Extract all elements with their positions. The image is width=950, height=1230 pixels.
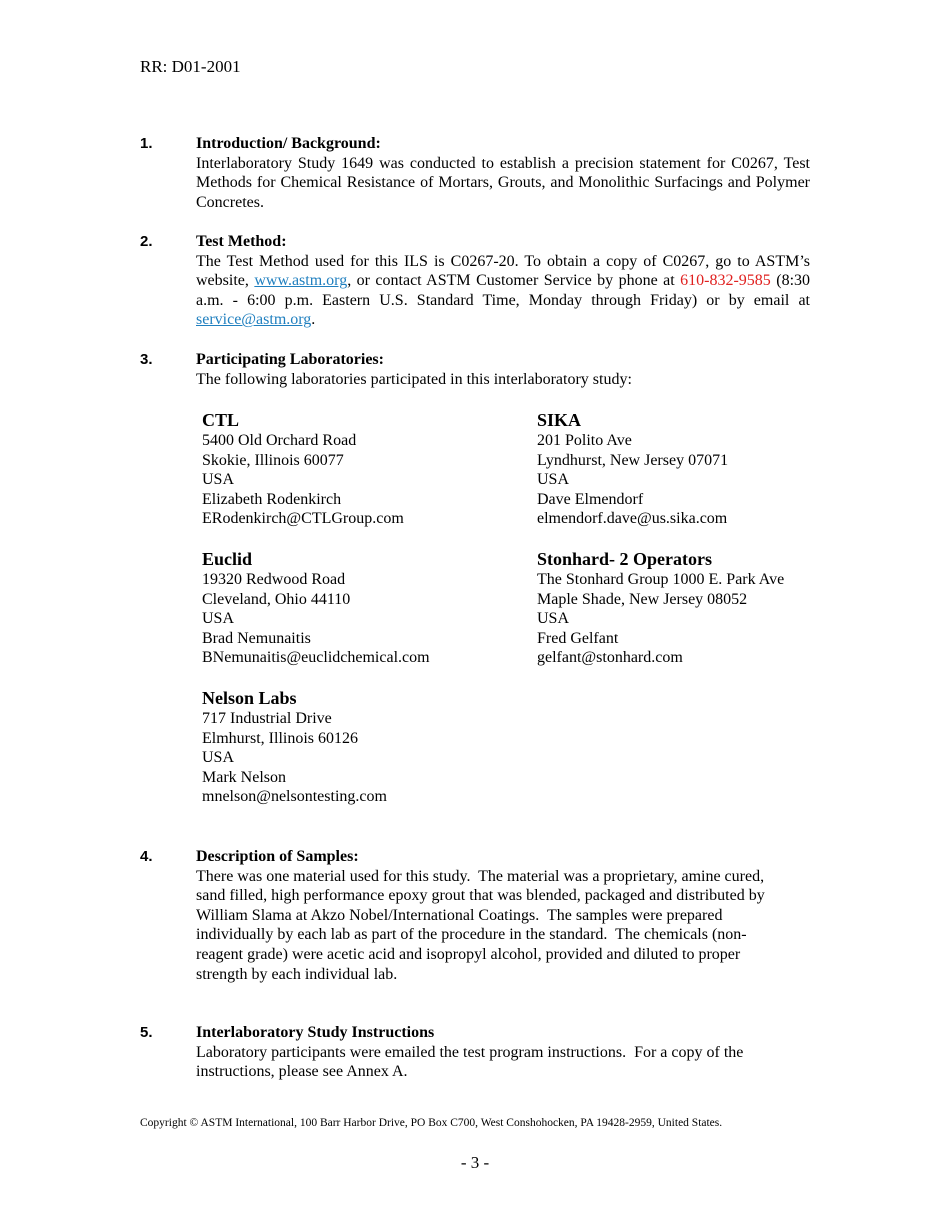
text-line: individually by each lab as part of the procedure in the standard. The chemicals (non- (196, 926, 747, 944)
section-description-of-samples (140, 847, 810, 984)
lab-contact: Dave Elmendorf (537, 490, 644, 508)
lab-country: USA (202, 471, 235, 489)
document-id: RR: D01-2001 (140, 57, 241, 76)
service-email-link[interactable]: service@astm.org (196, 311, 312, 329)
lab-name: Stonhard- 2 Operators (537, 549, 712, 569)
text-line: Laboratory participants were emailed the test program instructions. For a copy of the (196, 1043, 744, 1061)
section-number: 3. (140, 351, 153, 368)
text-part: , or contact ASTM Customer Service by phone at (347, 272, 681, 290)
text-line: There was one material used for this study. The material was a proprietary, amine cured, (196, 867, 765, 885)
lab-address-line: 19320 Redwood Road (202, 571, 346, 588)
text-line: reagent grade) were acetic acid and isopropyl alcohol, provided and diluted to proper (196, 945, 741, 963)
text-line: strength by each individual lab. (196, 965, 398, 983)
section-title: Description of Samples: (196, 848, 359, 865)
copyright-notice: Copyright © ASTM International, 100 Barr Harbor Drive, PO Box C700, West Conshohocken, PA 19428-2959, United States. (140, 1117, 723, 1129)
lab-name: Euclid (202, 549, 253, 569)
lab-name: Nelson Labs (202, 688, 297, 708)
section-title: Interlaboratory Study Instructions (196, 1024, 435, 1041)
section-test-method (140, 232, 810, 330)
lab-address-line: 201 Polito Ave (537, 432, 632, 449)
phone-number: 610-832-9585 (680, 272, 771, 290)
lab-country: USA (537, 610, 570, 628)
section-ils-instructions (140, 1023, 810, 1082)
lab-address-line: Maple Shade, New Jersey 08052 (537, 590, 748, 608)
lab-country: USA (202, 749, 235, 767)
section-number: 2. (140, 233, 153, 250)
lab-entry (202, 687, 502, 807)
section-text (196, 252, 810, 330)
lab-contact: Fred Gelfant (537, 629, 619, 647)
section-title: Test Method: (196, 233, 287, 250)
lab-email: elmendorf.dave@us.sika.com (537, 510, 728, 528)
lab-email: mnelson@nelsontesting.com (202, 788, 387, 806)
lab-country: USA (537, 471, 570, 489)
lab-email: gelfant@stonhard.com (537, 649, 683, 667)
section-participating-labs (140, 350, 810, 389)
lab-address-line: Cleveland, Ohio 44110 (202, 590, 351, 608)
text-part: The Test Method used for this ILS is C0267-20. To obtain a copy of C0267, go to ASTM’s website, (196, 252, 810, 290)
section-text: Interlaboratory Study 1649 was conducted to establish a precision statement for C0267, Test Methods for Chemical Resistance of Mortars, Grouts, and Monolithic Surfacings and Polymer Concretes. (196, 154, 810, 211)
lab-email: ERodenkirch@CTLGroup.com (202, 510, 404, 528)
astm-website-link[interactable]: www.astm.org (254, 272, 348, 290)
lab-entry (537, 409, 837, 529)
text-line: instructions, please see Annex A. (196, 1063, 408, 1081)
section-text: The following laboratories participated in this interlaboratory study: (196, 370, 632, 388)
text-line: sand filled, high performance epoxy grout that was blended, packaged and distributed by (196, 887, 765, 905)
lab-contact: Mark Nelson (202, 768, 286, 786)
text-part: (8:30 a.m. - 6:00 p.m. Eastern U.S. Standard Time, Monday through Friday) or by email at (196, 272, 811, 309)
section-title: Introduction/ Background: (196, 135, 381, 152)
lab-name: CTL (202, 410, 240, 430)
lab-address-line: The Stonhard Group 1000 E. Park Ave (537, 571, 785, 588)
section-number: 1. (140, 135, 153, 152)
lab-address-line: Lyndhurst, New Jersey 07071 (537, 451, 729, 469)
lab-address-line: Elmhurst, Illinois 60126 (202, 729, 358, 747)
lab-entry (202, 409, 502, 529)
lab-entry (202, 548, 502, 668)
lab-contact: Brad Nemunaitis (202, 629, 311, 647)
lab-contact: Elizabeth Rodenkirch (202, 490, 342, 508)
text-line: William Slama at Akzo Nobel/International Coatings. The samples were prepared (196, 906, 723, 924)
lab-entry (537, 548, 837, 668)
lab-country: USA (202, 610, 235, 628)
lab-address-line: 5400 Old Orchard Road (202, 432, 357, 449)
lab-address-line: Skokie, Illinois 60077 (202, 451, 344, 469)
section-number: 5. (140, 1024, 153, 1041)
text-part: . (311, 311, 316, 329)
lab-name: SIKA (537, 410, 582, 430)
section-introduction (140, 134, 810, 212)
lab-address-line: 717 Industrial Drive (202, 710, 332, 727)
section-number: 4. (140, 848, 153, 865)
section-title: Participating Laboratories: (196, 351, 384, 368)
page-number: - 3 - (460, 1153, 490, 1172)
lab-email: BNemunaitis@euclidchemical.com (202, 649, 430, 667)
